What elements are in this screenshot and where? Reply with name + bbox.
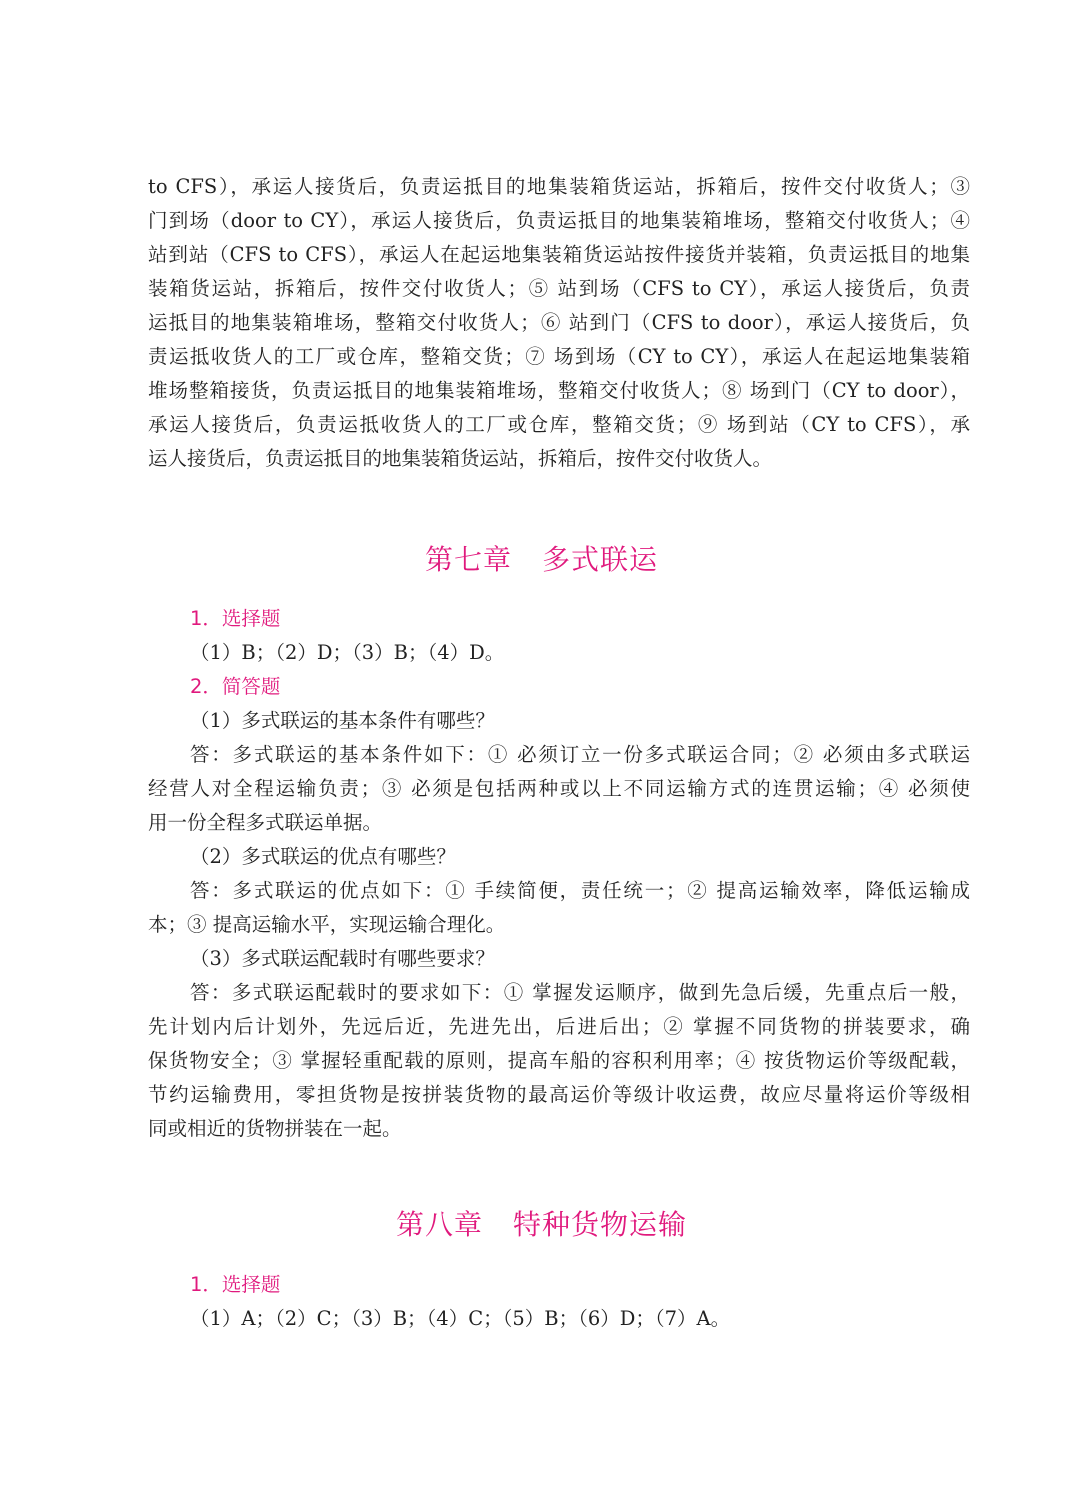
question-1: （1）多式联运的基本条件有哪些？ (190, 709, 495, 732)
paragraph-line: 经营人对全程运输负责；③ 必须是包括两种或以上不同运输方式的连贯运输；④ 必须使 (148, 777, 970, 800)
chapter-8-heading (0, 1205, 1083, 1245)
chapter-8-choice-answers: （1）A；（2）C；（3）B；（4）C；（5）B；（6）D；（7）A。 (190, 1307, 731, 1330)
chapter-7-short-heading: 2．简答题 (190, 675, 281, 698)
chapter-7-number: 第七章 (424, 543, 512, 576)
question-2: （2）多式联运的优点有哪些？ (190, 845, 456, 868)
paragraph-line: 答：多式联运的优点如下：① 手续简便，责任统一；② 提高运输效率，降低运输成 (190, 879, 970, 902)
paragraph-line: 门到场（door to CY），承运人接货后，负责运抵目的地集装箱堆场，整箱交付收货人；④ (148, 209, 970, 232)
paragraph-line: 节约运输费用，零担货物是按拼装货物的最高运价等级计收运费，故应尽量将运价等级相 (148, 1083, 970, 1106)
chapter-7-title: 多式联运 (542, 543, 659, 576)
paragraph-line: 用一份全程多式联运单据。 (148, 811, 383, 834)
paragraph-line: 同或相近的货物拼装在一起。 (148, 1117, 402, 1140)
paragraph-line: 运抵目的地集装箱堆场，整箱交付收货人；⑥ 站到门（CFS to door），承运人接货后，负 (148, 311, 970, 334)
paragraph-line: 堆场整箱接货，负责运抵目的地集装箱堆场，整箱交付收货人；⑧ 场到门（CY to door）， (148, 379, 970, 402)
chapter-7-heading (0, 540, 1083, 580)
paragraph-line: 本；③ 提高运输水平，实现运输合理化。 (148, 913, 506, 936)
chapter-7-choice-answers: （1）B；（2）D；（3）B；（4）D。 (190, 641, 505, 664)
paragraph-line: 装箱货运站，拆箱后，按件交付收货人；⑤ 站到场（CFS to CY），承运人接货后，负责 (148, 277, 970, 300)
chapter-8-title: 特种货物运输 (513, 1208, 688, 1241)
paragraph-line: 保货物安全；③ 掌握轻重配载的原则，提高车船的容积利用率；④ 按货物运价等级配载， (148, 1049, 970, 1072)
answer-1-paragraph (148, 738, 970, 840)
answer-2-paragraph (148, 874, 970, 942)
paragraph-line: 先计划内后计划外，先远后近，先进先出，后进后出；② 掌握不同货物的拼装要求，确 (148, 1015, 970, 1038)
paragraph-line: 站到站（CFS to CFS），承运人在起运地集装箱货运站按件接货并装箱，负责运抵目的地集 (148, 243, 970, 266)
paragraph-line: 承运人接货后，负责运抵收货人的工厂或仓库，整箱交货；⑨ 场到站（CY to CFS），承 (148, 413, 970, 436)
chapter-7-choice-heading: 1．选择题 (190, 607, 281, 630)
chapter-8-choice-heading: 1．选择题 (190, 1273, 281, 1296)
paragraph-line: 责运抵收货人的工厂或仓库，整箱交货；⑦ 场到场（CY to CY），承运人在起运地集装箱 (148, 345, 970, 368)
question-3: （3）多式联运配载时有哪些要求？ (190, 947, 495, 970)
paragraph-line: 运人接货后，负责运抵目的地集装箱货运站，拆箱后，按件交付收货人。 (148, 447, 773, 470)
intro-paragraph (148, 170, 970, 476)
paragraph-line: to CFS），承运人接货后，负责运抵目的地集装箱货运站，拆箱后，按件交付收货人；③ (148, 175, 970, 198)
answer-3-paragraph (148, 976, 970, 1146)
chapter-8-number: 第八章 (395, 1208, 483, 1241)
paragraph-line: 答：多式联运的基本条件如下：① 必须订立一份多式联运合同；② 必须由多式联运 (190, 743, 970, 766)
paragraph-line: 答：多式联运配载时的要求如下：① 掌握发运顺序，做到先急后缓，先重点后一般， (190, 981, 970, 1004)
